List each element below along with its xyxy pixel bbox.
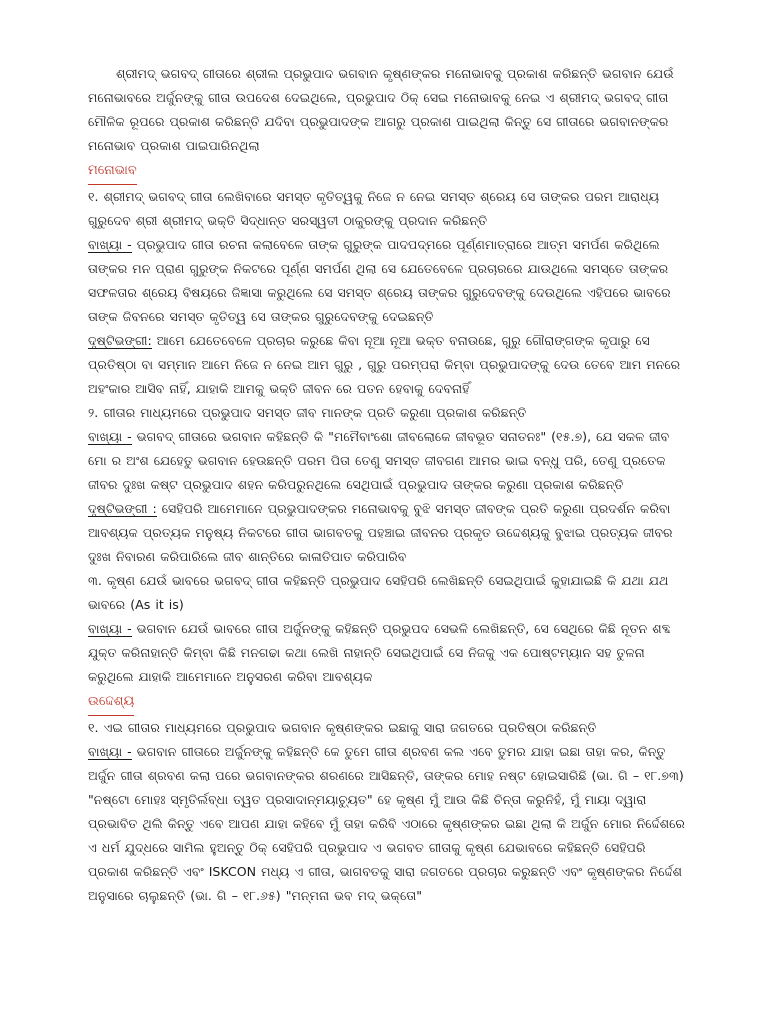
intro-paragraph: ଶ୍ରୀମଦ୍ ଭଗବଦ୍ ଗୀତାରେ ଶ୍ରୀଲ ପ୍ରଭୁପାଦ ଭଗବାନ କୃଷ୍ଣଙ୍କର ମନୋଭାବକୁ ପ୍ରକାଶ କରିଛନ୍ତି ଭଗବାନ ଯେଉଁ ମନୋଭାବରେ ଅର୍ଜୁନଙ୍କୁ ଗୀତା ଉପଦେଶ ଦେଇଥିଲେ, ପ୍ରଭୁପାଦ ଠିକ୍ ସେଇ ମନୋଭାବକୁ ନେଇ ଏ ଶ୍ରୀମଦ୍ ଭଗବଦ୍ ଗୀତା ମୌଳିକ ରୂପରେ ପ୍ରକାଶ କରିଛନ୍ତି ଯଦିବା ପ୍ରଭୁପାଦଙ୍କ ଆଗରୁ ପ୍ରକାଶ ପାଇଥିଲା କିନ୍ତୁ ସେ ଗୀତାରେ ଭଗବାନଙ୍କର ମନୋଭାବ ପ୍ରକାଶ ପାଇପାରିନଥିଲା (88, 66, 674, 153)
point-statement: ୩. କୃଷ୍ଣ ଯେଉଁ ଭାବରେ ଭଗବଦ୍ ଗୀତା କହିଛନ୍ତି ପ୍ରଭୁପାଦ ସେହିପରି ଲେଖିଛନ୍ତି ସେଇଥିପାଇଁ କୁହାଯାଇଛି କି ଯଥା ଯଥ ଭାବରେ (As it is) (88, 573, 669, 612)
point-statement: ୨. ଗୀତାର ମାଧ୍ୟମରେ ପ୍ରଭୁପାଦ ସମସ୍ତ ଜୀବ ମାନଙ୍କ ପ୍ରତି କରୁଣା ପ୍ରକାଶ କରିଛନ୍ତି (88, 405, 527, 420)
section-heading-attitude: ମନୋଭାବ (88, 158, 137, 185)
point-1 (88, 185, 686, 401)
point-2 (88, 401, 686, 569)
explanation-text: ଭଗବାନ ଗୀତାରେ ଅର୍ଜୁନଙ୍କୁ କହିଛନ୍ତି କେ ତୁମେ ଗୀତା ଶ୍ରବଣ କଲ ଏବେ ତୁମର ଯାହା ଇଛା ତାହା କର, କିନ୍ତୁ ଅର୍ଜୁନ ଗୀତା ଶ୍ରବଣ କଲା ପରେ ଭଗବାନଙ୍କର ଶରଣରେ ଆସିଛନ୍ତି, ତାଙ୍କର ମୋହ ନଷ୍ଟ ହୋଇସାରିଛି (ଭା. ଗି – ୧୮.୭୩) "ନଷ୍ଟୋ ମୋହଃ ସ୍ମୃତିର୍ଲବ୍ଧା ତ୍ୱତ ପ୍ରସାଦାନ୍ମୟାଚ୍ୟୁତ" ହେ କୃଷ୍ଣ ମୁଁ ଆଉ କିଛି ଚିନ୍ତା କରୁନିହଁ, ମୁଁ ମାୟା ଦ୍ୱାରା ପ୍ରଭାବିତ ଥିଲି କିନ୍ତୁ ଏବେ ଆପଣ ଯାହା କହିବେ ମୁଁ ତାହା କରିବି ଏଠାରେ କୃଷ୍ଣଙ୍କର ଇଛା ଥିଲା କି ଅର୍ଜୁନ ମୋର ନିର୍ଦ୍ଦେଶରେ ଏ ଧର୍ମ ଯୁଦ୍ଧରେ ସାମିଲ ହୁଅନ୍ତୁ ଠିକ୍ ସେହିପରି ପ୍ରଭୁପାଦ ଏ ଭଗବତ ଗୀତାକୁ କୃଷ୍ଣ ଯେଭାବରେ କହିଛନ୍ତି ସେହିପରି ପ୍ରକାଶ କରିଛନ୍ତି ଏବଂ ISKCON ମଧ୍ୟ ଏ ଗୀତା, ଭାଗବତକୁ ସାରା ଜଗତରେ ପ୍ରଚାର କରୁଛନ୍ତି ଏବଂ କୃଷ୍ଣଙ୍କର ନିର୍ଦ୍ଦେଶ ଅନୁସାରେ ଚାଲୁଛନ୍ତି (ଭା. ଗି – ୧୮.୬୫) "ମନ୍ମନା ଭବ ମଦ୍ ଭକ୍ତୋ" (88, 744, 685, 903)
section-purpose (88, 689, 686, 908)
point-3 (88, 569, 686, 689)
point-viewpoint (88, 497, 686, 569)
explanation-text: ପ୍ରଭୁପାଦ ଗୀତା ରଚନା କଲାବେଳେ ତାଙ୍କ ଗୁରୁଙ୍କ ପାଦପଦ୍ମରେ ପୂର୍ଣ୍ଣମାତ୍ରାରେ ଆତ୍ମ ସମର୍ପଣ କରିଥିଲେ ତାଙ୍କର ମନ ପ୍ରାଣ ଗୁରୁଙ୍କ ନିକଟରେ ପୂର୍ଣ୍ଣ ସମର୍ପଣ ଥିଲା ସେ ଯେତେବେଳେ ପ୍ରଚାରରେ ଯାଉଥିଲେ ସମସ୍ତେ ତାଙ୍କର ସଫଳତାର ଶ୍ରେୟ ବିଷୟରେ ଜିଜ୍ଞାସା କରୁଥିଲେ ସେ ସମସ୍ତ ଶ୍ରେୟ ତାଙ୍କର ଗୁରୁଦେବଙ୍କୁ ଦେଉଥିଲେ ଏହିପରେ ଭାବରେ ତାଙ୍କ ଜିବନରେ ସମସ୍ତ କୃତିତ୍ୱ ସେ ତାଙ୍କର ଗୁରୁଦେବଙ୍କୁ ଦେଇଛନ୍ତି (88, 237, 671, 324)
section-heading-purpose: ଉଦ୍ଦେଶ୍ୟ (88, 689, 134, 716)
point-explanation (88, 740, 686, 908)
point-viewpoint (88, 329, 686, 401)
point-statement: ୧. ଏଇ ଗୀତାର ମାଧ୍ୟମରେ ପ୍ରଭୁପାଦ ଭଗବାନ କୃଷ୍ଣଙ୍କର ଇଛାକୁ ସାରା ଜଗତରେ ପ୍ରତିଷ୍ଠା କରିଛନ୍ତି (88, 720, 597, 735)
explanation-text: ଭଗବଦ୍ ଗୀତାରେ ଭଗବାନ କହିଛନ୍ତି କି "ମମୈବାଂଶୋ ଜୀବଲୋକେ ଜୀବଭୂତ ସନାତନଃ" (୧୫.୭), ଯେ ସକଳ ଜୀବ ମୋ ର ଅଂଶ ଯେହେତୁ ଭଗବାନ ହେଉଛନ୍ତି ପରମ ପିତା ତେଣୁ ସମସ୍ତ ଜୀବଗଣ ଆମର ଭାଇ ବନ୍ଧୁ ପରି, ତେଣୁ ପ୍ରତେକ ଜୀବର ଦୁଃଖ କଷ୍ଟ ପ୍ରଭୁପାଦ ଶହନ କରିପରୁନଥିଲେ ସେଥିପାଇଁ ପ୍ରଭୁପାଦ ତାଙ୍କର କରୁଣା ପ୍ରକାଶ କରିଛନ୍ତି (88, 429, 670, 492)
point-explanation (88, 425, 686, 497)
viewpoint-text: ସେହିପରି ଆମେମାନେ ପ୍ରଭୁପାଦଙ୍କର ମନୋଭାବକୁ ବୁଝି ସମସ୍ତ ଜୀବଙ୍କ ପ୍ରତି କରୁଣା ପ୍ରଦର୍ଶନ କରିବା ଆବଶ୍ୟକ ପ୍ରତ୍ୟକ ମନୁଷ୍ୟ ନିକଟରେ ଗୀତା ଭାଗବତକୁ ପହଞ୍ଚାଇ ଜୀବନର ପ୍ରକୃତ ଉଦ୍ଦେଶ୍ୟକୁ ବୁଝାଇ ପ୍ରତ୍ୟକ ଜୀବର ଦୁଃଖ ନିବାରଣ କରିପାରିଲେ ଜୀବ ଶାନ୍ତିରେ କାଳାତିପାତ କରିପାରିବ (88, 501, 673, 564)
purpose-point-1 (88, 716, 686, 908)
point-statement: ୧. ଶ୍ରୀମଦ୍ ଭଗବଦ୍ ଗୀତା ଲେଖିବାରେ ସମସ୍ତ କୃତିତ୍ୱକୁ ନିଜେ ନ ନେଇ ସମସ୍ତ ଶ୍ରେୟ ସେ ତାଙ୍କର ପରମ ଆରାଧ୍ୟ ଗୁରୁଦେବ ଶ୍ରୀ ଶ୍ରୀମଦ୍ ଭକ୍ତି ସିଦ୍ଧାନ୍ତ ସରସ୍ୱତୀ ଠାକୁରଙ୍କୁ ପ୍ରଦାନ କରିଛନ୍ତି (88, 189, 660, 228)
section-attitude (88, 158, 686, 689)
explanation-label: ବାଖ୍ୟା - (88, 744, 132, 759)
point-explanation (88, 617, 686, 689)
viewpoint-label: ଦୃଷ୍ଟିଭଙ୍ଗୀ : (88, 501, 157, 516)
explanation-label: ବାଖ୍ୟା - (88, 621, 132, 636)
explanation-label: ବାଖ୍ୟା - (88, 429, 132, 444)
explanation-label: ବାଖ୍ୟା - (88, 237, 132, 252)
explanation-text: ଭଗବାନ ଯେଉଁ ଭାବରେ ଗୀତା ଅର୍ଜୁନଙ୍କୁ କହିଛନ୍ତି ପ୍ରଭୁପଦ ସେଭଳି ଲେଖିଛନ୍ତି, ସେ ସେଥିରେ କିଛି ନୂତନ ଶବ୍ଦ ଯୁକ୍ତ କରିନାହାନ୍ତି କିମ୍ବା କିଛି ମନଗଢା କଥା ଲେଖି ନାହାନ୍ତି ସେଇଥିପାଇଁ ସେ ନିଜକୁ ଏକ ପୋଷ୍ଟମ୍ୟାନ ସହ ତୁଳନା କରୁଥିଲେ ଯାହାକି ଆମେମାନେ ଅନୁସରଣ କରିବା ଆବଶ୍ୟକ (88, 621, 671, 684)
viewpoint-text: ଆମେ ଯେତେବେଳେ ପ୍ରଚାର କରୁଛେ କିବା ନୂଆ ନୂଆ ଭକ୍ତ ବନାଉଛେ, ଗୁରୁ ଗୌରାଙ୍ଗଙ୍କ କୃପାରୁ ସେ ପ୍ରତିଷ୍ଠା ବା ସମ୍ମାନ ଆମେ ନିଜେ ନ ନେଇ ଆମ ଗୁରୁ , ଗୁରୁ ପରମ୍ପରା କିମ୍ବା ପ୍ରଭୁପାଦଙ୍କୁ ଦେଉ ତେବେ ଆମ ମନରେ ଅହଂକାର ଆସିବ ନାହିଁ, ଯାହାକି ଆମକୁ ଭକ୍ତି ଜୀବନ ରେ ପତନ ହେବାକୁ ଦେବନାହିଁ (88, 333, 681, 396)
point-explanation (88, 233, 686, 329)
viewpoint-label: ଦୃଷ୍ଟିଭଙ୍ଗୀ: (88, 333, 152, 348)
